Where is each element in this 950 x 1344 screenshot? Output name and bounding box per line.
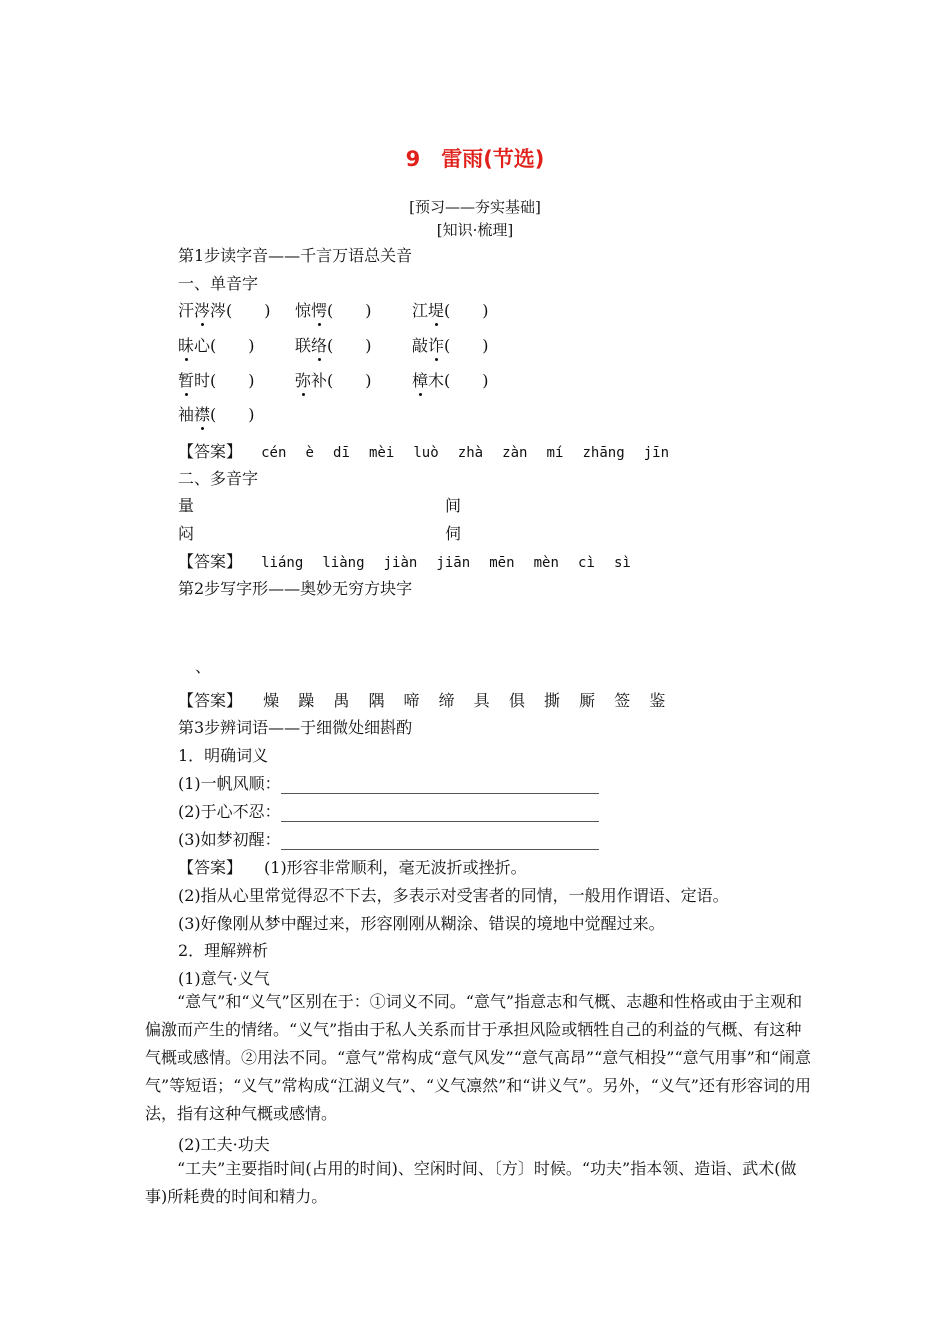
multi-char-item: 间 <box>445 496 462 515</box>
step3-heading: 第3步辨词语——于细微处细斟酌 <box>178 718 413 737</box>
definition-blank: (1)一帆风顺： <box>178 771 599 794</box>
paragraph: “工夫”主要指时间(占用的时间)、空闲时间、〔方〕时候。“功夫”指本领、造诣、武术(做事)所耗费的时间和精力。 <box>145 1159 797 1206</box>
answer-pinyin-1: 【答案】 cén è dī mèi luò zhà zàn mí zhāng jīn <box>178 442 670 461</box>
word-item: 昧心( ) <box>178 333 255 356</box>
subsection-heading: 2．理解辨析 <box>178 941 269 960</box>
sub-header: [知识·梳理] <box>436 221 514 239</box>
word-item: 樟木( ) <box>412 368 489 391</box>
subsection-heading: 1．明确词义 <box>178 746 269 765</box>
paragraph: “意气”和“义气”区别在于：①词义不同。“意气”指意志和气概、志趣和性格或由于主观和偏激而产生的情绪。“义气”指由于私人关系而甘于承担风险或牺牲自己的利益的气概、有这种气概或感情。②用法不同。“意气”常构成“意气风发”“意气高昂”“意气相投”“意气用事”和“闹意气”等短语；“义气”常构成“江湖义气”、“义气凛然”和“讲义气”。另外，“义气”还有形容词的用法，指有这种气概或感情。 <box>145 992 811 1123</box>
word-item: 敲诈( ) <box>412 333 489 356</box>
word-item: 袖襟( ) <box>178 402 255 425</box>
answer-chars: 【答案】 燥 躁 禺 隅 啼 缔 具 俱 撕 厮 签 鉴 <box>178 691 666 710</box>
step2-heading: 第2步写字形——奥妙无穷方块字 <box>178 579 413 598</box>
definition-blank: (3)如梦初醒： <box>178 827 599 850</box>
word-item: 弥补( ) <box>295 368 372 391</box>
multi-char-heading: 二、多音字 <box>178 469 259 488</box>
pair-heading: (1)意气·义气 <box>178 969 270 988</box>
definition-text: (3)好像刚从梦中醒过来，形容刚刚从糊涂、错误的境地中觉醒过来。 <box>178 914 665 933</box>
word-item: 暂时( ) <box>178 368 255 391</box>
word-item: 联络( ) <box>295 333 372 356</box>
answer-pinyin-2: 【答案】 liáng liàng jiàn jiān mēn mèn cì sì <box>178 552 631 571</box>
step1-heading: 第1步读字音——千言万语总关音 <box>178 246 413 265</box>
word-item: 江堤( ) <box>412 298 489 321</box>
multi-char-item: 量 <box>178 496 195 515</box>
section-header: [预习——夯实基础] <box>409 198 541 216</box>
page-title: 9 雷雨(节选) <box>405 147 545 171</box>
definition-text: (2)指从心里常觉得忍不下去，多表示对受害者的同情，一般用作谓语、定语。 <box>178 886 729 905</box>
single-char-heading: 一、单音字 <box>178 274 259 293</box>
multi-char-item: 伺 <box>445 524 462 543</box>
word-item: 惊愕( ) <box>295 298 372 321</box>
pair-heading: (2)工夫·功夫 <box>178 1135 270 1154</box>
word-item: 汗涔涔( ) <box>178 298 271 321</box>
definition-blank: (2)于心不忍： <box>178 799 599 822</box>
multi-char-item: 闷 <box>178 524 195 543</box>
stray-mark: 、 <box>195 657 212 676</box>
answer-definitions: 【答案】 (1)形容非常顺利，毫无波折或挫折。 <box>178 858 527 877</box>
